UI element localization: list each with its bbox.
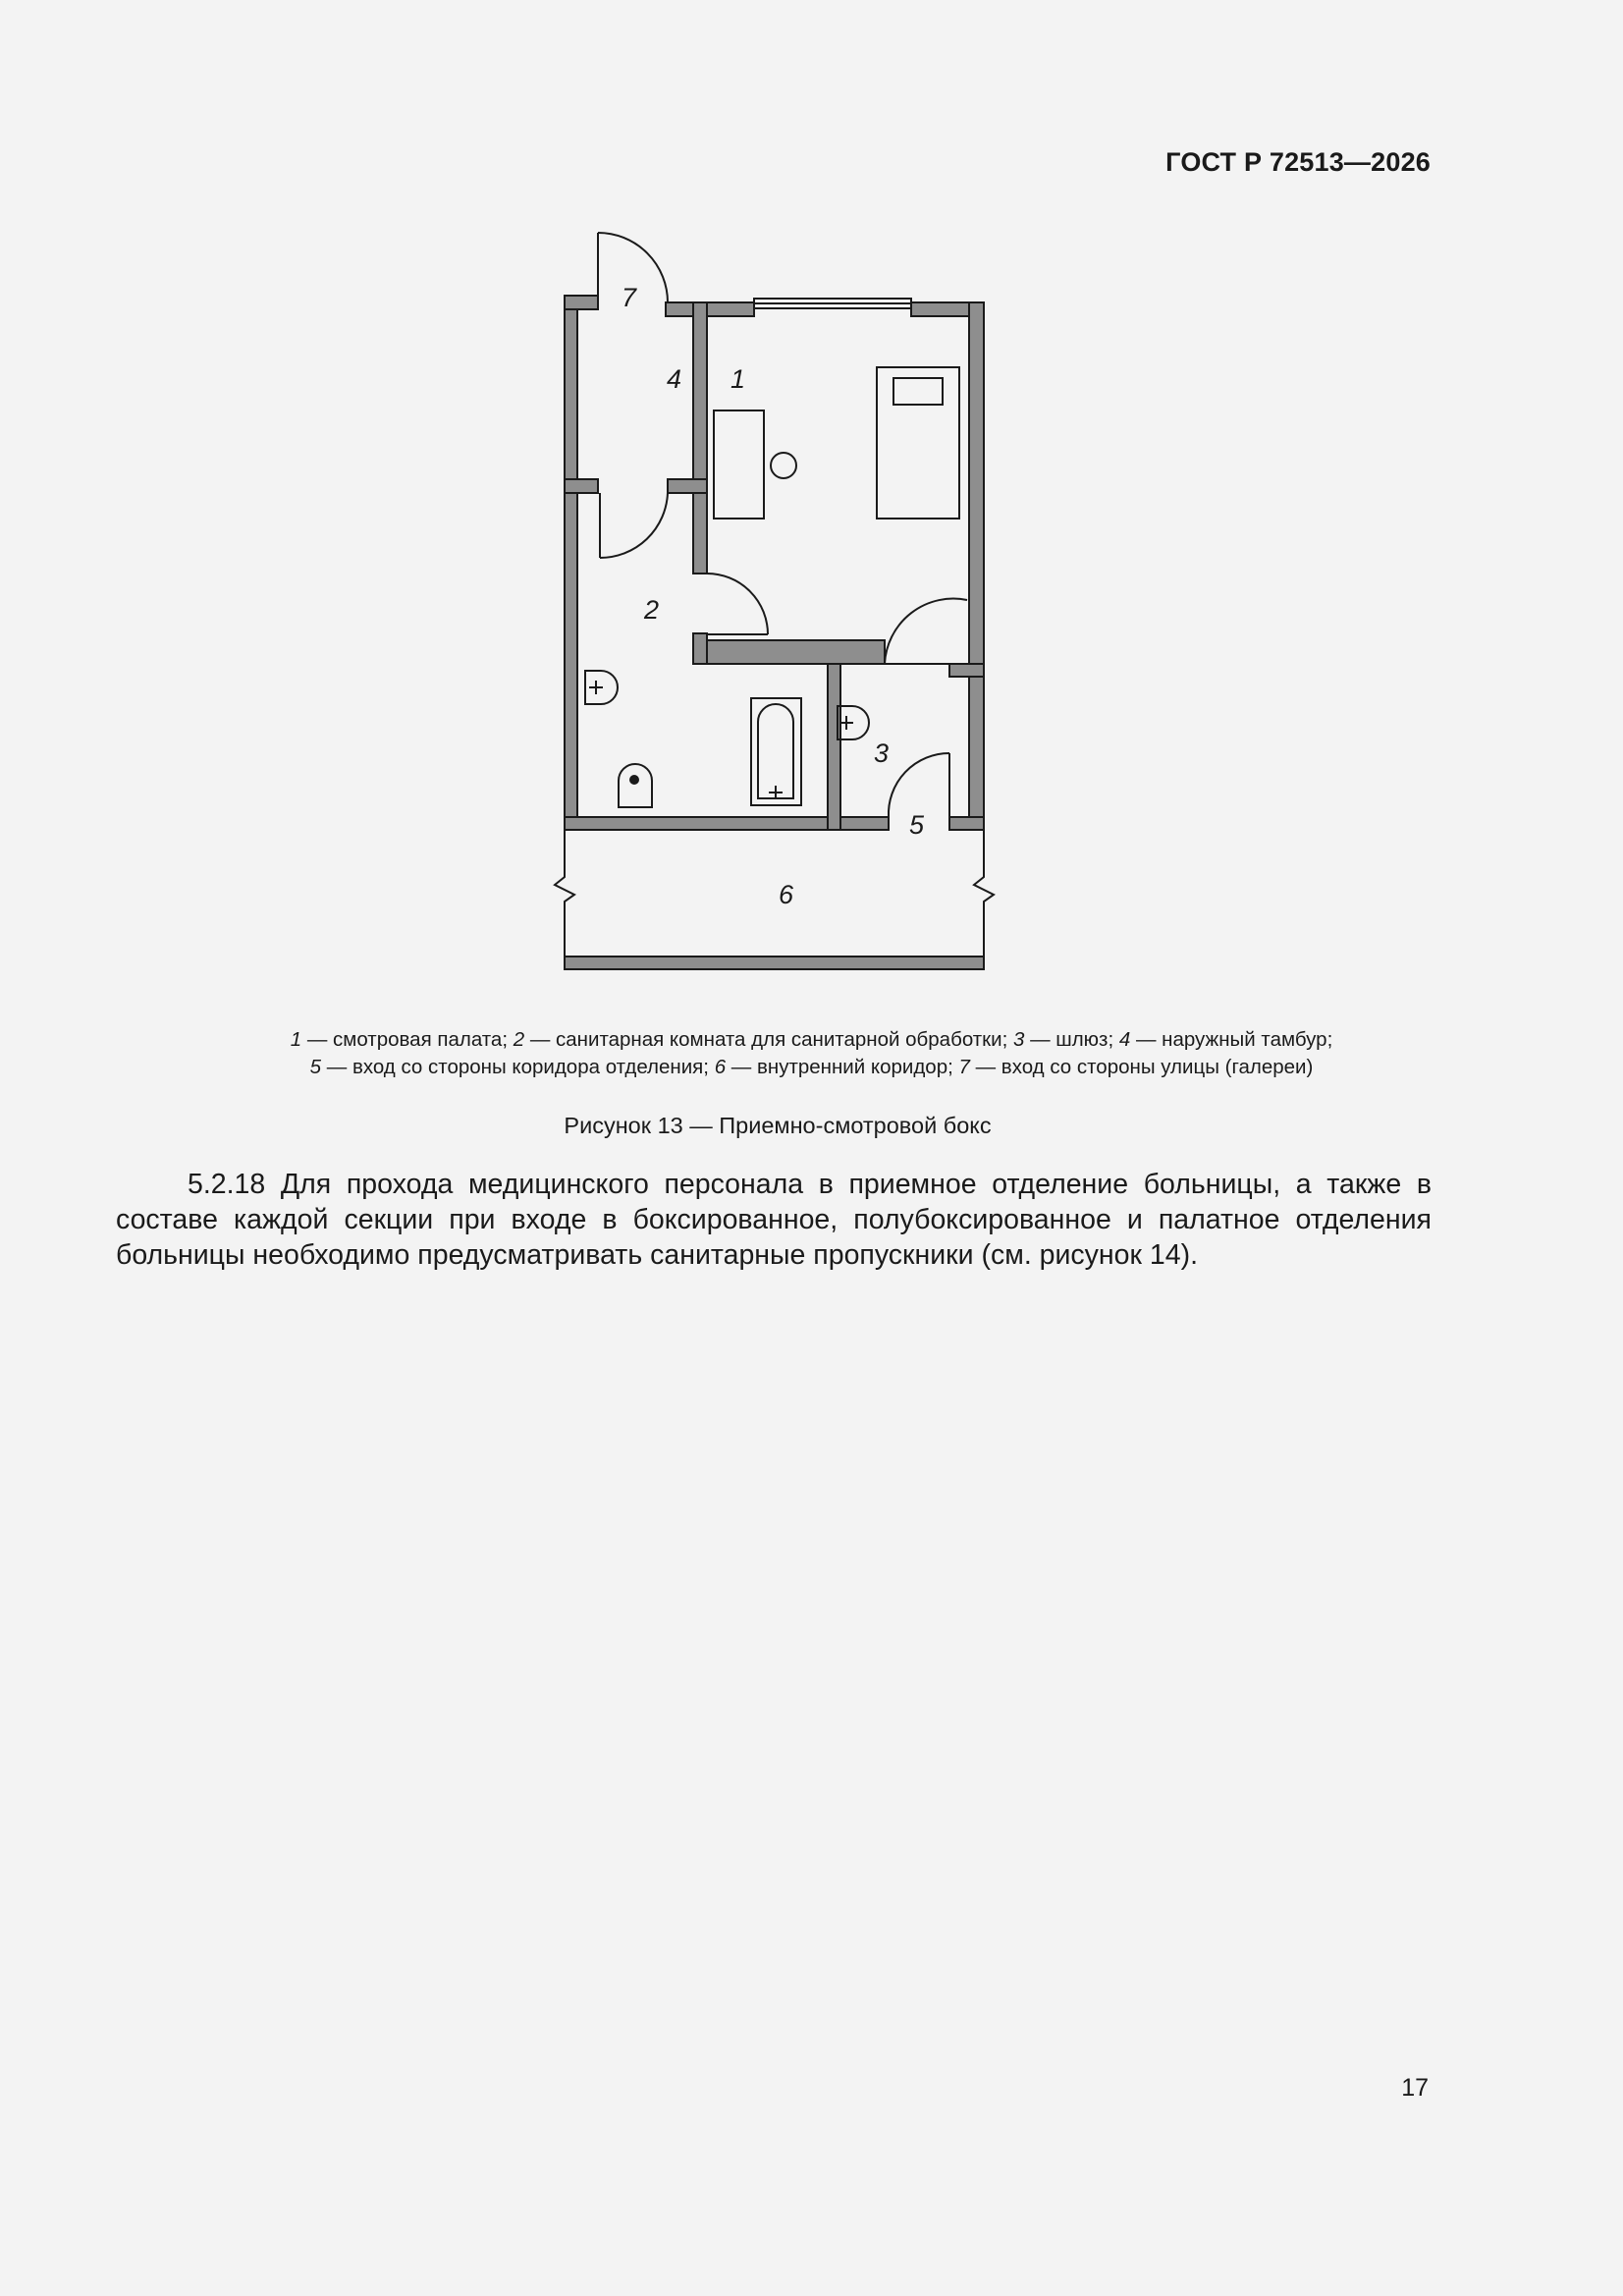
figure-caption: Рисунок 13 — Приемно-смотровой бокс xyxy=(564,1113,992,1138)
page-header: ГОСТ Р 72513—2026 xyxy=(1165,147,1431,177)
legend-line-2 xyxy=(0,1054,1623,1081)
legend-text: — внутренний коридор; xyxy=(726,1056,959,1078)
floor-plan-figure xyxy=(0,0,1623,1031)
legend-number: 7 xyxy=(958,1056,970,1078)
window xyxy=(754,299,911,308)
chair xyxy=(771,453,796,478)
room-label-1: 1 xyxy=(730,364,746,394)
legend-number: 2 xyxy=(513,1028,525,1051)
legend-text: — санитарная комната для санитарной обработки; xyxy=(524,1028,1013,1051)
page-number: 17 xyxy=(1401,2074,1429,2102)
walls xyxy=(565,296,984,830)
legend-number: 3 xyxy=(1012,1028,1025,1051)
legend-text: — наружный тамбур; xyxy=(1130,1028,1333,1051)
bathtub-icon xyxy=(751,698,801,805)
doors xyxy=(598,233,967,817)
washbasin-icon xyxy=(838,706,869,739)
figure-legend xyxy=(0,1026,1623,1081)
legend-line-1 xyxy=(0,1026,1623,1054)
room-label-2: 2 xyxy=(644,595,660,625)
legend-number: 1 xyxy=(290,1028,302,1051)
desk xyxy=(714,410,764,519)
legend-text: — смотровая палата; xyxy=(301,1028,514,1051)
legend-text: — вход со стороны улицы (галереи) xyxy=(969,1056,1314,1078)
bed xyxy=(877,367,959,519)
pillow xyxy=(893,378,943,405)
toilet-icon xyxy=(619,764,652,807)
legend-number: 6 xyxy=(714,1056,727,1078)
room-label-7: 7 xyxy=(622,283,637,312)
washbasin-icon xyxy=(585,671,618,704)
room-label-6: 6 xyxy=(779,880,794,909)
inner-corridor xyxy=(555,830,994,969)
room-label-5: 5 xyxy=(909,810,925,840)
legend-text: — шлюз; xyxy=(1024,1028,1119,1051)
legend-text: — вход со стороны коридора отделения; xyxy=(321,1056,715,1078)
furniture xyxy=(585,367,959,807)
legend-number: 4 xyxy=(1118,1028,1131,1051)
room-label-4: 4 xyxy=(667,364,682,394)
legend-number: 5 xyxy=(309,1056,322,1078)
room-label-3: 3 xyxy=(874,738,890,768)
body-paragraph: 5.2.18 Для прохода медицинского персонала в приемное отделение больницы, а также в составе каждой секции при входе в боксированное, полубоксированное и палатное отделения больницы необходимо предусматривать санитарные пропускники (см. рисунок 14). xyxy=(116,1169,1432,1271)
